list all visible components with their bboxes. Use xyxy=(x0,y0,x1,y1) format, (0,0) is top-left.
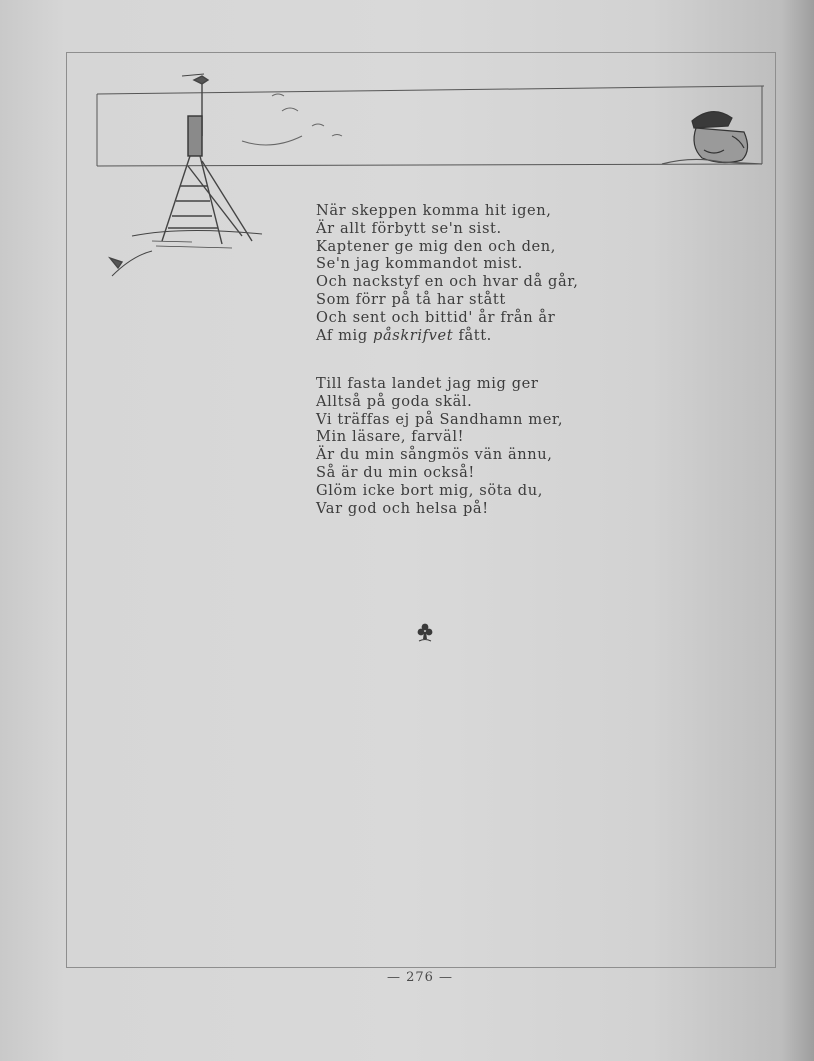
poem-line: Kaptener ge mig den och den, xyxy=(316,237,557,255)
poem-stanza-1 xyxy=(316,202,579,344)
captain-portrait xyxy=(662,112,762,164)
poem-stanza-2 xyxy=(316,375,563,517)
signal-tower-drawing xyxy=(110,74,262,276)
poem-line: Min läsare, farväl! xyxy=(316,428,465,446)
poem-line: Till fasta landet jag mig ger xyxy=(316,375,539,392)
poem-line: Var god och helsa på! xyxy=(316,499,489,517)
birds-sketch xyxy=(242,94,342,145)
poem-line: Så är du min också! xyxy=(316,463,475,481)
poem-line: Se'n jag kommandot mist. xyxy=(316,255,523,273)
poem-line: Vi träffas ej på Sandhamn mer, xyxy=(316,410,564,428)
page-number: — 276 — xyxy=(386,970,454,985)
poem-line: Och nackstyf en och hvar då går, xyxy=(316,273,579,291)
poem-line: Som förr på tå har stått xyxy=(316,290,506,308)
poem-line-suffix: fått. xyxy=(458,326,492,344)
poem-line-last xyxy=(316,327,579,345)
poem-italic-word: påskrifvet xyxy=(373,326,454,344)
poem-line: När skeppen komma hit igen, xyxy=(316,202,552,219)
poem-line-prefix: Af mig xyxy=(316,326,368,344)
club-ornament-icon xyxy=(416,622,434,644)
poem-line: Glöm icke bort mig, söta du, xyxy=(316,481,543,499)
poem-line: Och sent och bittid' år från år xyxy=(316,308,556,326)
poem-line: Alltså på goda skäl. xyxy=(316,392,473,410)
poem-line: Är allt förbytt se'n sist. xyxy=(316,219,502,237)
poem-line: Är du min sångmös vän ännu, xyxy=(316,446,553,464)
